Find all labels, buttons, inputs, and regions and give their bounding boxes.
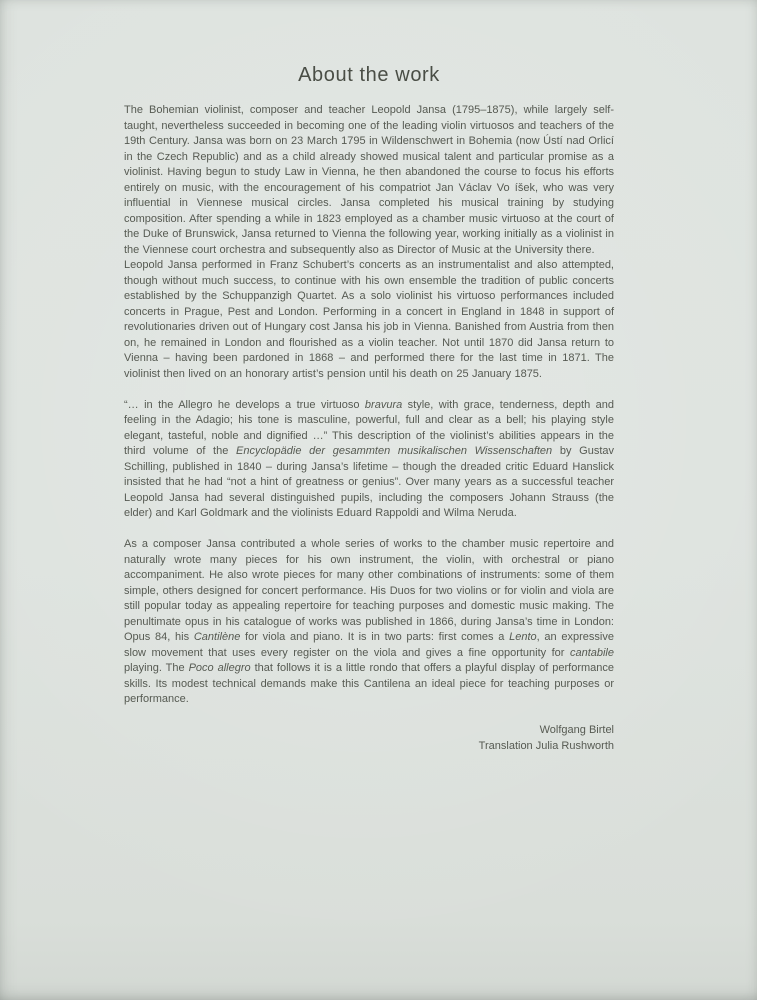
paragraph xyxy=(124,258,614,382)
text-run: “… in the Allegro he develops a true virtuoso xyxy=(124,398,365,411)
byline xyxy=(124,723,614,754)
italic-text-run: Poco allegro xyxy=(188,662,251,674)
italic-text-run: Encyclopädie der gesammten musikalischen Wissenschaften xyxy=(236,445,553,457)
text-run: that follows it is a little rondo that offers a playful display of performance skills. Its modest technical demands make this Cantilena an ideal piece for teaching purposes or performance. xyxy=(124,662,614,705)
text-run: playing. The xyxy=(124,662,189,674)
text-run: style, with grace, tenderness, depth and feeling in the Adagio; his tone is masculine, powerful, full and clear as a bell; his playing style elegant, tasteful, noble and dignified …” This description of the violinist’s abilities appears in the third volume of the xyxy=(124,398,614,457)
italic-text-run: Cantilène xyxy=(193,631,241,643)
text-run: Leopold Jansa performed in Franz Schubert’s concerts as an instrumentalist and also attempted, though without much success, to continue with his own ensemble the tradition of public concerts established by the Schuppanzigh Quartet. As a solo violinist his virtuoso performances included concerts in Prague, Pest and London. Performing in a concert in England in 1848 in support of revolutionaries driven out of Hungary cost Jansa his job in Vienna. Banished from Austria from then on, he remained in London and flourished as a violin teacher. Not until 1870 did Jansa return to Vienna – having been pardoned in 1868 – and performed there for the last time in 1871. The violinist then lived on an honorary artist’s pension until his death on 25 January 1875. xyxy=(124,259,614,380)
page-title: About the work xyxy=(298,64,440,86)
italic-text-run: cantabile xyxy=(569,646,614,659)
text-run: As a composer Jansa contributed a whole series of works to the chamber music repertoire and naturally wrote many pieces for his own instrument, the violin, with orchestral or piano accompaniment. He also wrote pieces for many other combinations of instruments: some of them simple, others designed for concert performance. His Duos for two violins or for violin and viola are still popular today as appealing repertoire for teaching purposes and domestic music making. The penultimate opus in his catalogue of works was published in 1866, during Jansa’s time in London: Opus 84, his xyxy=(124,538,614,643)
text-block xyxy=(124,103,614,708)
text-run: for viola and piano. It is in two parts: first comes a xyxy=(240,631,510,643)
paragraph xyxy=(124,103,614,258)
italic-text-run: Lento xyxy=(509,631,537,643)
text-run: , an expressive slow movement that uses every register on the viola and gives a fine opportunity for xyxy=(124,631,614,659)
paragraph xyxy=(124,398,614,522)
paragraph xyxy=(124,537,614,708)
byline-translation: Translation Julia Rushworth xyxy=(478,739,614,752)
italic-text-run: bravura xyxy=(364,398,403,411)
byline-author: Wolfgang Birtel xyxy=(539,724,614,736)
text-run: by Gustav Schilling, published in 1840 – during Jansa’s lifetime – though the dreaded critic Eduard Hanslick insisted that he had “not a hint of greatness or genius”. Over many years as a successful teacher Leopold Jansa had several distinguished pupils, including the composers Johann Strauss (the elder) and Karl Goldmark and the violinists Eduard Rappoldi and Wilma Neruda. xyxy=(124,445,614,519)
text-run: The Bohemian violinist, composer and teacher Leopold Jansa (1795–1875), while largely self-taught, nevertheless succeeded in becoming one of the leading violin virtuosos and teachers of the 19th Century. Jansa was born on 23 March 1795 in Wildenschwert in Bohemia (now Ústí nad Orlicí in the Czech Republic) and as a child already showed musical talent and particular promise as a violinist. Having begun to study Law in Vienna, he then abandoned the course to focus his efforts entirely on music, with the encouragement of his compatriot Jan Václav Vo íšek, who was very influential in Viennese musical circles. Jansa completed his musical training by studying composition. After spending a while in 1823 employed as a chamber music virtuoso at the court of the Duke of Brunswick, Jansa returned to Vienna the following year, working initially as a violinist in the Viennese court orchestra and subsequently also as Director of Music at the University there. xyxy=(124,104,614,256)
